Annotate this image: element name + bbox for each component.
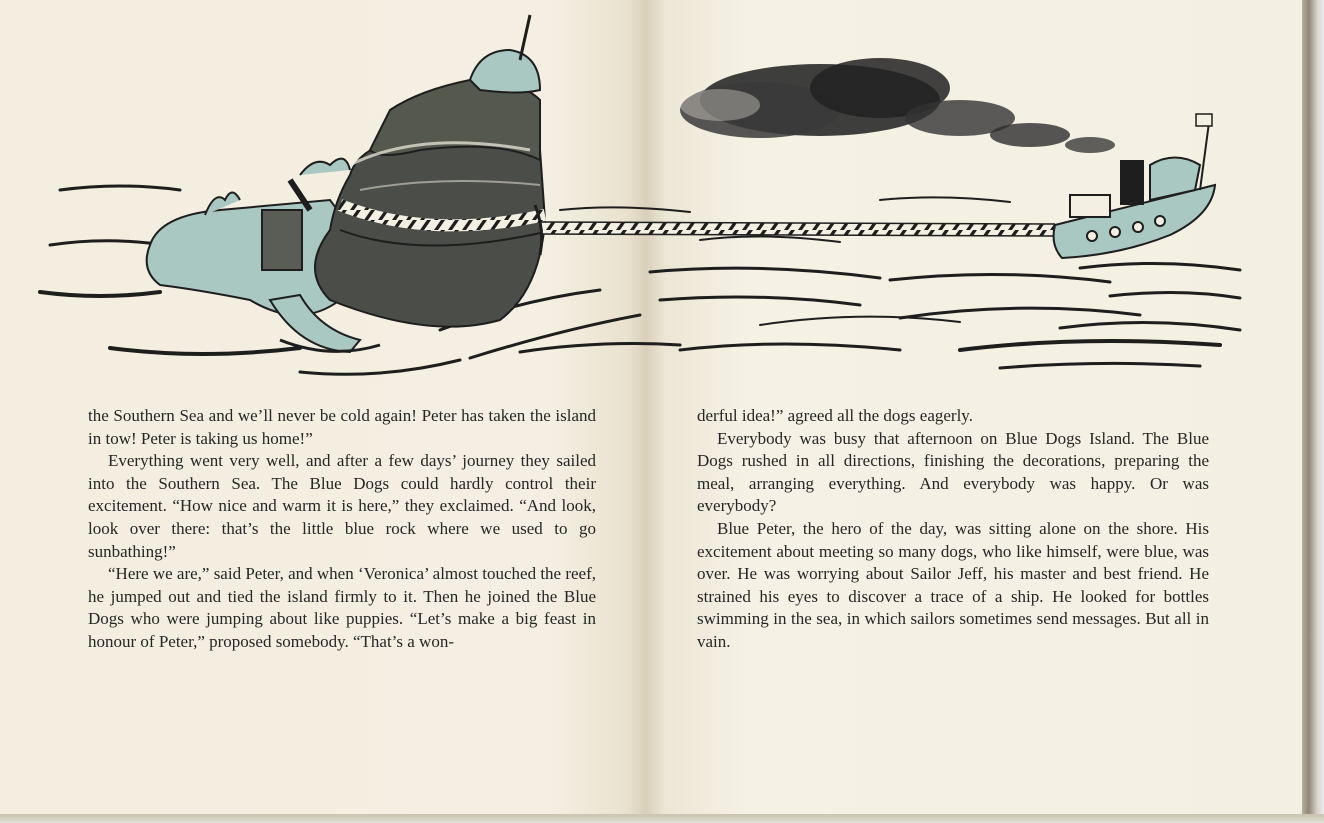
island-icon	[147, 15, 545, 352]
tugboat-icon	[1054, 114, 1215, 258]
left-paragraph-2: Everything went very well, and after a few days’ journey they sailed into the Southern Sea. The Blue Dogs could hardly control their excitement. “How nice and warm it is here,” they exclaimed. “And look, look over there: that’s the little blue rock where we used to go sunbathing!”	[88, 451, 596, 561]
right-paragraph-2: Everybody was busy that afternoon on Blue Dogs Island. The Blue Dogs rushed in all directions, finishing the decorations, preparing the meal, arranging everything. And everybody was happy. Or was everybody?	[697, 428, 1209, 516]
smoke-cloud-icon	[680, 58, 1115, 153]
right-paragraph-3: Blue Peter, the hero of the day, was sitting alone on the shore. His excitement about meeting so many dogs, who like himself, were blue, was over. He was worrying about Sailor Jeff, his master and best friend. He strained his eyes to discover a trace of a ship. He looked for bottles swimming in the sea, in which sailors sometimes send messages. But all in vain.	[697, 518, 1209, 651]
right-page-text	[697, 405, 1209, 654]
tow-rope-icon	[535, 205, 1055, 255]
right-paragraph-1: derful idea!” agreed all the dogs eagerly.	[697, 406, 973, 425]
book-bottom-edge	[0, 814, 1324, 823]
book-fore-edge	[1302, 0, 1324, 823]
left-paragraph-1: the Southern Sea and we’ll never be cold again! Peter has taken the island in tow! Peter is taking us home!”	[88, 406, 596, 448]
left-page-text	[88, 405, 596, 654]
left-paragraph-3: “Here we are,” said Peter, and when ‘Veronica’ almost touched the reef, he jumped out and tied the island firmly to it. Then he joined the Blue Dogs who were jumping about like puppies. “Let’s make a big feast in honour of Peter,” proposed somebody. “That’s a won-	[88, 564, 596, 651]
island-towing-illustration	[0, 0, 1304, 400]
